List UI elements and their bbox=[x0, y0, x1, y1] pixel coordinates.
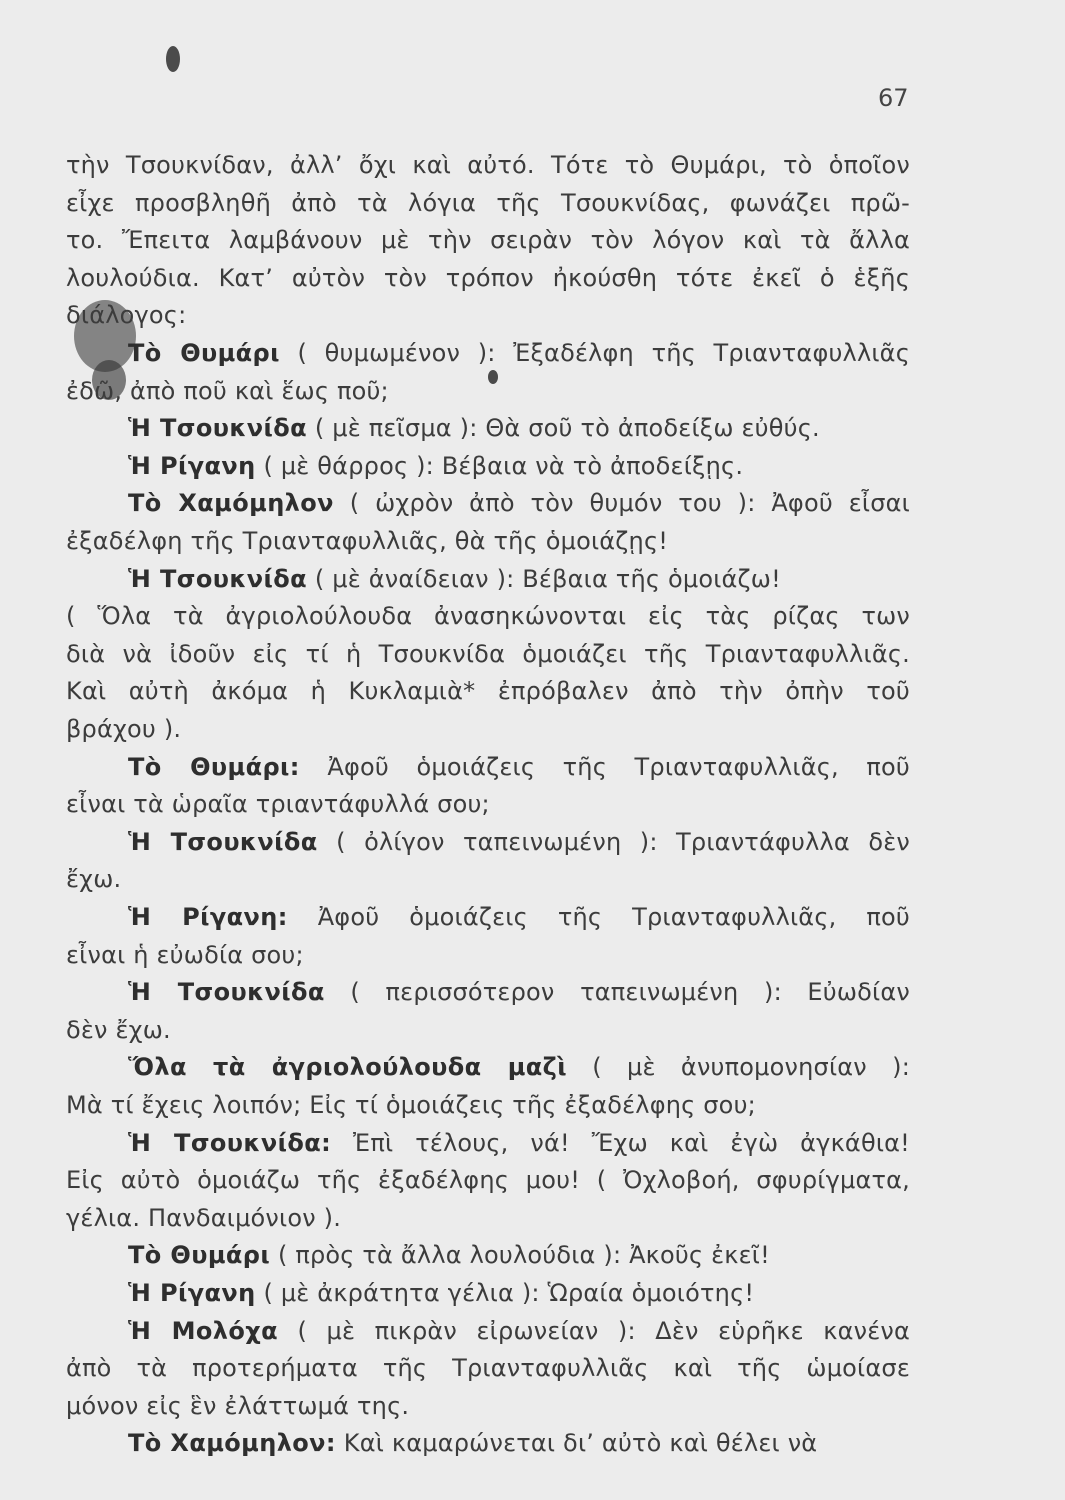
line-text: Ἐπὶ τέλους, νά! Ἔχω καὶ ἐγὼ ἀγκάθια! bbox=[331, 1129, 910, 1157]
speaker-name: Ἡ Ρίγανη bbox=[128, 1279, 256, 1307]
text-line bbox=[66, 1391, 910, 1421]
line-text: ( Ὅλα τὰ ἀγριολούλουδα ἀνασηκώνονται εἰς τὰς ρίζας των bbox=[66, 602, 910, 630]
text-line bbox=[128, 827, 910, 857]
line-text: δὲν ἔχω. bbox=[66, 1016, 171, 1044]
line-text: ( μὲ πικρὰν εἰρωνείαν ): Δὲν εὑρῆκε κανένα bbox=[278, 1317, 910, 1345]
text-line bbox=[66, 940, 910, 970]
line-text: Εἰς αὐτὸ ὁμοιάζω τῆς ἐξαδέλφης μου! ( Ὀχλοβοή, σφυρίγματα, bbox=[66, 1166, 910, 1194]
speaker-name: Ἡ Τσουκνίδα bbox=[128, 414, 308, 442]
speaker-name: Ἡ Τσουκνίδα bbox=[128, 978, 325, 1006]
text-line bbox=[128, 1428, 910, 1458]
line-text: ἐξαδέλφη τῆς Τριανταφυλλιᾶς, θὰ τῆς ὁμοιάζῃς! bbox=[66, 527, 669, 555]
line-text: ( θυμωμένον ): Ἐξαδέλφη τῆς Τριανταφυλλιᾶς bbox=[279, 339, 910, 367]
page-number: 67 bbox=[878, 84, 909, 112]
text-line bbox=[66, 639, 910, 669]
line-text: εἶχε προσβληθῆ ἀπὸ τὰ λόγια τῆς Τσουκνίδας, φωνάζει πρῶ- bbox=[66, 189, 910, 217]
text-line bbox=[66, 376, 910, 406]
line-text: Ἀφοῦ ὁμοιάζεις τῆς Τριανταφυλλιᾶς, ποῦ bbox=[299, 753, 910, 781]
line-text: διάλογος: bbox=[66, 301, 187, 329]
text-line bbox=[66, 714, 910, 744]
line-text: ( ὀλίγον ταπεινωμένη ): Τριαντάφυλλα δὲν bbox=[317, 828, 910, 856]
text-line bbox=[128, 413, 910, 443]
text-line bbox=[128, 1052, 910, 1082]
text-line bbox=[66, 300, 910, 330]
text-line bbox=[66, 1090, 910, 1120]
text-line bbox=[128, 752, 910, 782]
text-line bbox=[66, 1165, 910, 1195]
line-text: γέλια. Πανδαιμόνιον ). bbox=[66, 1204, 342, 1232]
line-text: Μὰ τί ἔχεις λοιπόν; Εἰς τί ὁμοιάζεις τῆς ἐξαδέλφης σου; bbox=[66, 1091, 756, 1119]
speaker-name: Τὸ Θυμάρι: bbox=[128, 753, 300, 781]
line-text: λουλούδια. Κατ’ αὐτὸν τὸν τρόπον ἠκούσθη τότε ἐκεῖ ὁ ἑξῆς bbox=[66, 264, 910, 292]
line-text: διὰ νὰ ἰδοῦν εἰς τί ἡ Τσουκνίδα ὁμοιάζει τῆς Τριανταφυλλιᾶς. bbox=[66, 640, 910, 668]
text-line bbox=[66, 1203, 910, 1233]
line-text: ( μὲ θάρρος ): Βέβαια νὰ τὸ ἀποδείξῃς. bbox=[255, 452, 744, 480]
speaker-name: Ἡ Τσουκνίδα: bbox=[128, 1129, 332, 1157]
line-text: ( μὲ ἀκράτητα γέλια ): Ὡραία ὁμοιότης! bbox=[255, 1279, 755, 1307]
line-text: Καὶ αὐτὴ ἀκόμα ἡ Κυκλαμιὰ* ἐπρόβαλεν ἀπὸ τὴν ὀπὴν τοῦ bbox=[66, 677, 910, 705]
text-line bbox=[66, 601, 910, 631]
text-line bbox=[128, 1278, 910, 1308]
line-text: εἶναι τὰ ὡραῖα τριαντάφυλλά σου; bbox=[66, 790, 490, 818]
line-text: ἐδῶ, ἀπὸ ποῦ καὶ ἕως ποῦ; bbox=[66, 377, 389, 405]
speaker-name: Ἡ Ρίγανη: bbox=[128, 903, 288, 931]
speaker-name: Ἡ Τσουκνίδα bbox=[128, 565, 308, 593]
line-text: ( μὲ ἀνυπομονησίαν ): bbox=[567, 1053, 910, 1081]
text-line bbox=[66, 676, 910, 706]
line-text: εἶναι ἡ εὐωδία σου; bbox=[66, 941, 304, 969]
text-line bbox=[128, 1240, 910, 1270]
text-line bbox=[66, 864, 910, 894]
line-text: ( ὠχρὸν ἀπὸ τὸν θυμόν του ): Ἀφοῦ εἶσαι bbox=[333, 489, 910, 517]
text-line bbox=[66, 225, 910, 255]
speaker-name: Ἡ Τσουκνίδα bbox=[128, 828, 318, 856]
line-text: το. Ἔπειτα λαμβάνουν μὲ τὴν σειρὰν τὸν λόγον καὶ τὰ ἄλλα bbox=[66, 226, 910, 254]
text-line bbox=[66, 1015, 910, 1045]
text-line bbox=[66, 188, 910, 218]
speaker-name: Ἡ Μολόχα bbox=[128, 1317, 279, 1345]
line-text: ( μὲ ἀναίδειαν ): Βέβαια τῆς ὁμοιάζω! bbox=[307, 565, 781, 593]
line-text: ( περισσότερον ταπεινωμένη ): Εὐωδίαν bbox=[324, 978, 910, 1006]
text-line bbox=[66, 1353, 910, 1383]
text-line bbox=[128, 451, 910, 481]
speaker-name: Τὸ Θυμάρι bbox=[128, 339, 280, 367]
line-text: Ἀφοῦ ὁμοιάζεις τῆς Τριανταφυλλιᾶς, ποῦ bbox=[287, 903, 911, 931]
text-line bbox=[128, 977, 910, 1007]
speaker-name: Ἡ Ρίγανη bbox=[128, 452, 256, 480]
text-line bbox=[128, 564, 910, 594]
text-line bbox=[128, 488, 910, 518]
speaker-name: Τὸ Χαμόμηλον: bbox=[128, 1429, 336, 1457]
text-line bbox=[128, 1128, 910, 1158]
line-text: ἔχω. bbox=[66, 865, 122, 893]
text-line bbox=[66, 526, 910, 556]
text-line bbox=[66, 150, 910, 180]
line-text: ( πρὸς τὰ ἄλλα λουλούδια ): Ἀκοῦς ἐκεῖ! bbox=[270, 1241, 770, 1269]
line-text: ( μὲ πεῖσμα ): Θὰ σοῦ τὸ ἀποδείξω εὐθύς. bbox=[307, 414, 820, 442]
text-line bbox=[128, 338, 910, 368]
speaker-name: Τὸ Χαμόμηλον bbox=[128, 489, 334, 517]
text-line bbox=[128, 902, 910, 932]
text-line bbox=[66, 263, 910, 293]
line-text: Καὶ καμαρώνεται δι’ αὐτὸ καὶ θέλει νὰ bbox=[335, 1429, 818, 1457]
ink-blot bbox=[166, 46, 180, 72]
line-text: βράχου ). bbox=[66, 715, 182, 743]
line-text: μόνον εἰς ἓν ἐλάττωμά της. bbox=[66, 1392, 410, 1420]
speaker-name: Τὸ Θυμάρι bbox=[128, 1241, 271, 1269]
speaker-name: Ὅλα τὰ ἀγριολούλουδα μαζὶ bbox=[128, 1053, 568, 1081]
text-line bbox=[66, 789, 910, 819]
text-line bbox=[128, 1316, 910, 1346]
line-text: ἀπὸ τὰ προτερήματα τῆς Τριανταφυλλιᾶς καὶ τῆς ὡμοίασε bbox=[66, 1354, 910, 1382]
line-text: τὴν Τσουκνίδαν, ἀλλ’ ὄχι καὶ αὐτό. Τότε τὸ Θυμάρι, τὸ ὁποῖον bbox=[66, 151, 910, 179]
